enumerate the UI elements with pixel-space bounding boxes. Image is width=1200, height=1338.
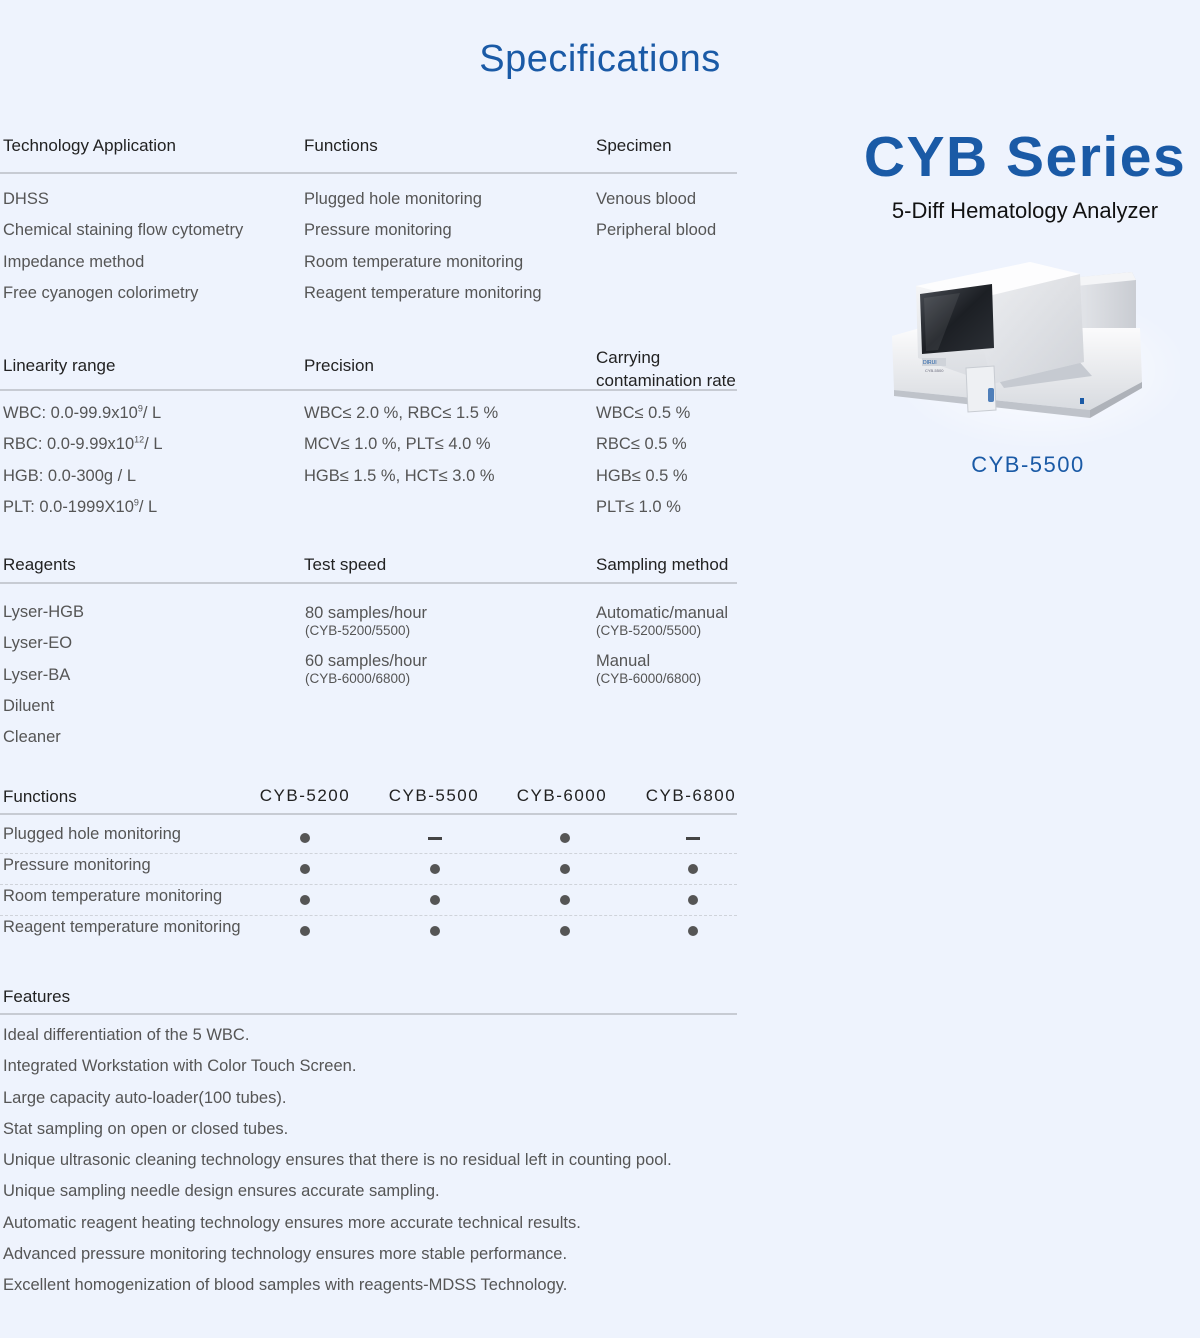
function-label: Room temperature monitoring	[3, 887, 223, 905]
features-list	[3, 1020, 672, 1302]
reagent-item: Lyser-BA	[3, 665, 71, 684]
features-header: Features	[3, 987, 71, 1006]
supported-dot	[560, 864, 570, 874]
specimen-item: Venous blood	[596, 190, 697, 208]
precision-list	[304, 398, 498, 492]
divider	[0, 1013, 737, 1015]
device-logo: DIRUI	[923, 360, 937, 366]
supported-dot	[430, 864, 440, 874]
linearity-item: HGB: 0.0-300g / L	[3, 466, 136, 485]
technology-item: Chemical staining flow cytometry	[3, 221, 244, 240]
supported-dot	[300, 864, 310, 874]
table-row	[0, 884, 737, 916]
technology-item: Free cyanogen colorimetry	[3, 283, 199, 302]
supported-dot	[300, 926, 310, 936]
carrying-item: RBC≤ 0.5 %	[596, 435, 687, 454]
header-specimen: Specimen	[596, 136, 672, 155]
linearity-item: WBC: $0.0-99.9x10^9/$ L	[3, 403, 162, 422]
precision-item: HGB≤ 1.5 %, HCT≤ 3.0 %	[304, 466, 495, 485]
header-carrying	[596, 346, 736, 392]
specimen-list	[596, 184, 716, 247]
feature-item: Advanced pressure monitoring technology ensures more stable performance.	[3, 1245, 568, 1264]
header-carrying-line2: contamination rate	[596, 371, 736, 390]
carrying-item: PLT≤ 1.0 %	[596, 497, 681, 516]
supported-dot	[688, 926, 698, 936]
not-supported-dash	[428, 837, 442, 840]
supported-dot	[688, 864, 698, 874]
table-row	[0, 915, 737, 946]
feature-item: Large capacity auto-loader(100 tubes).	[3, 1088, 287, 1107]
device-model-label: CYB-5500	[925, 368, 944, 373]
sampling-item: Manual (CYB-6000/6800)	[596, 652, 702, 686]
technology-item: Impedance method	[3, 252, 145, 271]
linearity-list	[3, 398, 163, 523]
carrying-item: WBC≤ 0.5 %	[596, 404, 691, 422]
supported-dot	[560, 895, 570, 905]
model-name: CYB-5500	[971, 452, 1085, 477]
reagent-item: Lyser-HGB	[3, 603, 84, 621]
function-item: Reagent temperature monitoring	[304, 283, 542, 302]
feature-item: Excellent homogenization of blood samples with reagents-MDSS Technology.	[3, 1276, 568, 1295]
feature-item: Ideal differentiation of the 5 WBC.	[3, 1026, 250, 1044]
header-reagents: Reagents	[3, 555, 76, 574]
page-title: Specifications	[479, 38, 721, 80]
functions-list	[304, 184, 542, 309]
feature-item: Automatic reagent heating technology ensures more accurate technical results.	[3, 1213, 581, 1232]
supported-dot	[688, 895, 698, 905]
divider	[0, 813, 737, 815]
header-sampling: Sampling method	[596, 555, 729, 574]
supported-dot	[430, 895, 440, 905]
reagent-item: Lyser-EO	[3, 634, 73, 653]
model-header: CYB-6800	[645, 786, 737, 805]
test-speed-item: 60 samples/hour (CYB-6000/6800)	[305, 652, 427, 686]
feature-item: Unique ultrasonic cleaning technology ensures that there is no residual left in counting pool.	[3, 1151, 672, 1170]
product-subtitle: 5-Diff Hematology Analyzer	[891, 198, 1159, 223]
carrying-item: HGB≤ 0.5 %	[596, 466, 688, 485]
linearity-item: PLT: $0.0-1999X10^9/$ L	[3, 497, 158, 516]
feature-item: Integrated Workstation with Color Touch Screen.	[3, 1057, 357, 1076]
specimen-item: Peripheral blood	[596, 221, 717, 240]
reagent-item: Diluent	[3, 696, 55, 715]
function-item: Plugged hole monitoring	[304, 190, 482, 208]
series-title: CYB Series	[863, 125, 1187, 189]
supported-dot	[300, 833, 310, 843]
model-header: CYB-6000	[516, 786, 608, 805]
analyzer-image	[880, 250, 1180, 450]
header-technology: Technology Application	[3, 136, 176, 155]
technology-item: DHSS	[3, 190, 49, 208]
table-row	[0, 822, 737, 854]
header-linearity: Linearity range	[3, 356, 116, 375]
function-item: Pressure monitoring	[304, 221, 452, 240]
header-test-speed: Test speed	[304, 555, 387, 574]
test-speed-list	[305, 603, 427, 693]
reagent-item: Cleaner	[3, 728, 61, 747]
function-label: Reagent temperature monitoring	[3, 918, 241, 936]
feature-item: Unique sampling needle design ensures accurate sampling.	[3, 1182, 440, 1201]
function-label: Plugged hole monitoring	[3, 825, 181, 843]
supported-dot	[300, 895, 310, 905]
feature-item: Stat sampling on open or closed tubes.	[3, 1119, 289, 1138]
not-supported-dash	[686, 837, 700, 840]
supported-dot	[430, 926, 440, 936]
table-row	[0, 853, 737, 885]
divider	[0, 172, 737, 174]
precision-item: WBC≤ 2.0 %, RBC≤ 1.5 %	[304, 404, 499, 422]
divider	[0, 582, 737, 584]
functions-table-header: Functions	[3, 787, 77, 806]
divider	[0, 389, 737, 391]
carrying-list	[596, 398, 690, 523]
header-precision: Precision	[304, 356, 374, 375]
header-carrying-line1: Carrying	[596, 348, 661, 367]
function-item: Room temperature monitoring	[304, 252, 524, 271]
header-functions: Functions	[304, 136, 378, 155]
linearity-item: RBC: $0.0-9.99x10^{12}/$ L	[3, 434, 163, 454]
test-speed-item: 80 samples/hour (CYB-5200/5500)	[305, 604, 427, 638]
supported-dot	[560, 833, 570, 843]
supported-dot	[560, 926, 570, 936]
technology-list	[3, 184, 243, 309]
precision-item: MCV≤ 1.0 %, PLT≤ 4.0 %	[304, 435, 491, 454]
sampling-list	[596, 603, 728, 693]
model-header: CYB-5500	[388, 786, 480, 805]
sampling-item: Automatic/manual (CYB-5200/5500)	[596, 604, 729, 638]
model-header: CYB-5200	[259, 786, 351, 805]
function-label: Pressure monitoring	[3, 856, 151, 874]
reagents-list	[3, 597, 84, 753]
